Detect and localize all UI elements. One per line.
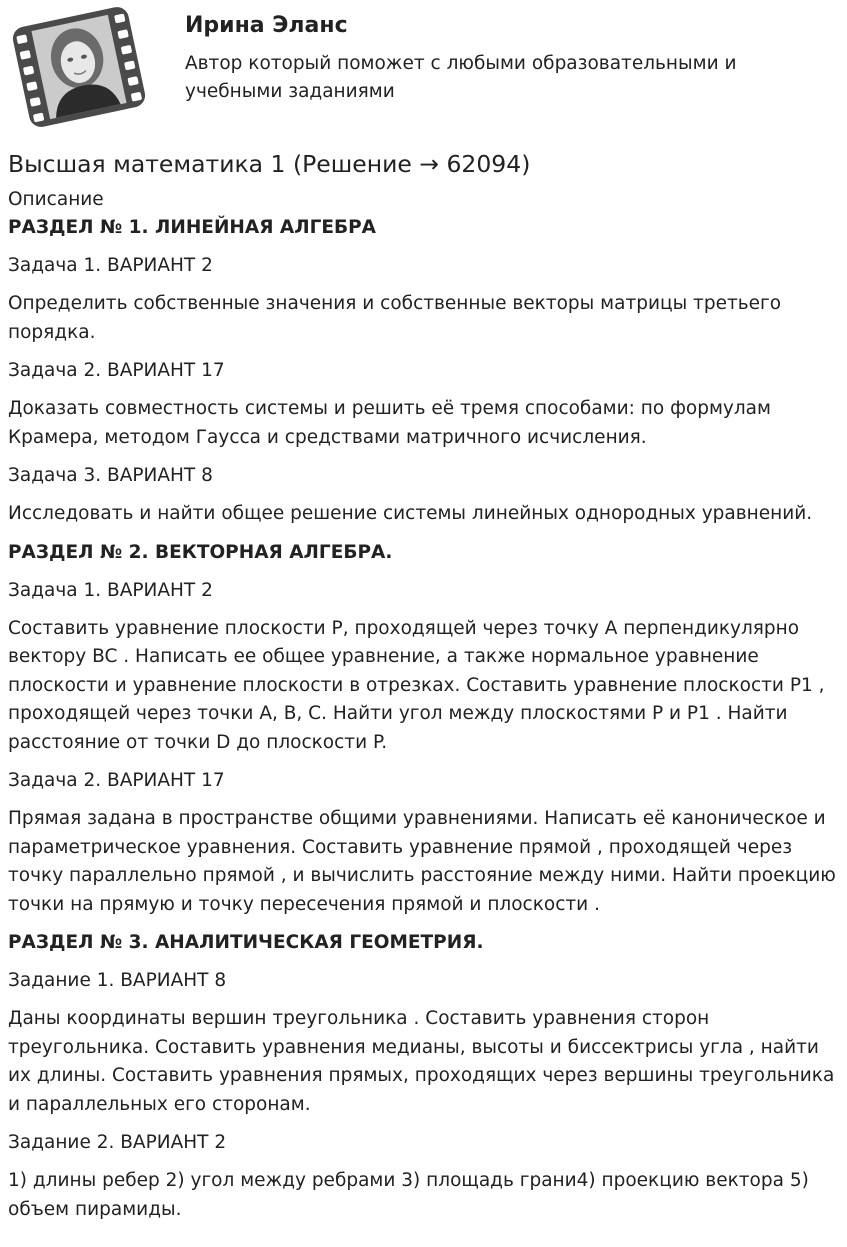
author-header — [0, 0, 847, 140]
author-description: Автор который поможет с любыми образовательными и учебными заданиями — [185, 53, 737, 102]
film-frame-avatar-icon — [8, 6, 150, 128]
task-text: Определить собственные значения и собственные векторы матрицы третьего порядка. — [8, 293, 782, 343]
section-vector-algebra — [8, 539, 838, 920]
section-heading: РАЗДЕЛ № 2. ВЕКТОРНАЯ АЛГЕБРА. — [8, 541, 393, 563]
section-linear-algebra — [8, 214, 838, 529]
author-name[interactable]: Ирина Эланс — [185, 13, 348, 38]
task-label: Задача 1. ВАРИАНТ 2 — [8, 579, 213, 601]
task-label: Задача 2. ВАРИАНТ 17 — [8, 360, 225, 381]
task-text: Составить уравнение плоскости P, проходящей через точку A перпендикулярно вектору BC . Написать ее общее уравнение, а также нормальное уравнение плоскости и уравнение плоскости в отрезках. Составить уравнение плоскости P1 , проходящей через точки A, B, C. Найти угол между плоскостями P и P1 . Найти расстояние от точки D до плоскости P. — [8, 617, 825, 753]
task-label: Задание 2. ВАРИАНТ 2 — [8, 1132, 227, 1153]
task-label: Задача 3. ВАРИАНТ 8 — [8, 465, 213, 486]
section-analytic-geometry — [8, 929, 838, 1224]
task-text: Исследовать и найти общее решение системы линейных однородных уравнений. — [8, 503, 813, 524]
page-title: Высшая математика 1 (Решение → 62094) — [8, 150, 531, 178]
author-avatar[interactable] — [8, 6, 150, 128]
section-heading: РАЗДЕЛ № 3. АНАЛИТИЧЕСКАЯ ГЕОМЕТРИЯ. — [8, 932, 484, 953]
section-heading: РАЗДЕЛ № 1. ЛИНЕЙНАЯ АЛГЕБРА — [8, 217, 377, 238]
task-text: 1) длины ребер 2) угол между ребрами 3) площадь грани4) проекцию вектора 5) объем пирамиды. — [8, 1170, 809, 1220]
task-text: Прямая задана в пространстве общими уравнениями. Написать её каноническое и параметрическое уравнения. Составить уравнение прямой , проходящей через точку параллельно прямой , и вычислить расстояние между ними. Найти проекцию точки на прямую и точку пересечения прямой и плоскости . — [8, 808, 836, 915]
task-label: Задание 1. ВАРИАНТ 8 — [8, 970, 227, 991]
task-text: Даны координаты вершин треугольника . Составить уравнения сторон треугольника. Составить уравнения медианы, высоты и биссектрисы угла , найти их длины. Составить уравнения прямых, проходящих через вершины треугольника и параллельных его сторонам. — [8, 1008, 835, 1115]
task-label: Задача 1. ВАРИАНТ 2 — [8, 255, 213, 276]
task-label: Задача 2. ВАРИАНТ 17 — [8, 770, 225, 791]
description-content — [8, 186, 838, 1234]
description-label: Описание — [8, 189, 104, 210]
task-text: Доказать совместность системы и решить её тремя способами: по формулам Крамера, методом Гаусса и средствами матричного исчисления. — [8, 398, 771, 448]
